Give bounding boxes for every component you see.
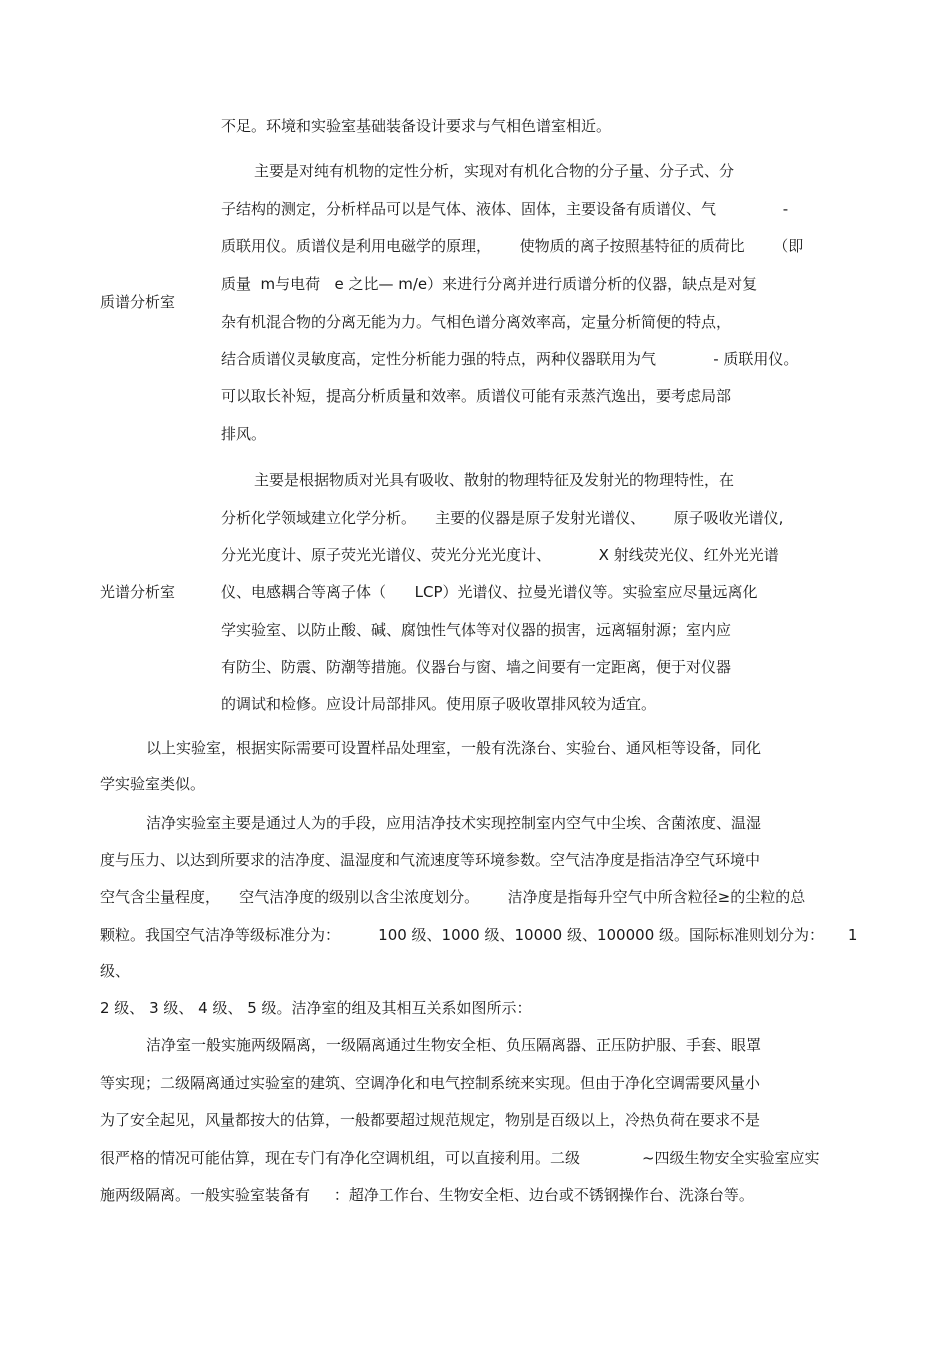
mass-spec-line-1: 主要是对纯有机物的定性分析，实现对有机化合物的分子量、分子式、分 (254, 162, 735, 180)
spectro-line-7: 的调试和检修。应设计局部排风。使用原子吸收罩排风较为适宜。 (221, 695, 657, 713)
mass-spec-line-4: 质量 m与电荷 e 之比— m/e）来进行分离并进行质谱分析的仪器，缺点是对复 (221, 275, 758, 293)
p1-line-2: 学实验室类似。 (100, 775, 206, 793)
p3-line-1: 洁净室一般实施两级隔离，一级隔离通过生物安全柜、负压隔离器、正压防护服、手套、眼罩 (146, 1036, 762, 1054)
p3-line-2: 等实现；二级隔离通过实验室的建筑、空调净化和电气控制系统来实现。但由于净化空调需要风量小 (100, 1074, 761, 1092)
mass-spec-line-7: 可以取长补短，提高分析质量和效率。质谱仪可能有汞蒸汽逸出，要考虑局部 (221, 387, 732, 405)
mass-spec-line-5: 杂有机混合物的分离无能为力。气相色谱分离效率高，定量分析简便的特点， (221, 313, 732, 331)
spectro-line-4: 仪、电感耦合等离子体（ LCP）光谱仪、拉曼光谱仪等。实验室应尽量远离化 (221, 583, 758, 601)
mass-spec-label: 质谱分析室 (100, 293, 176, 311)
mass-spec-line-8: 排风。 (221, 425, 267, 443)
p2-line-5: 级、 (100, 962, 131, 980)
mass-spec-line-6: 结合质谱仪灵敏度高，定性分析能力强的特点，两种仪器联用为气 - 质联用仪。 (221, 350, 799, 368)
spectro-line-5: 学实验室、以防止酸、碱、腐蚀性气体等对仪器的损害，远离辐射源；室内应 (221, 621, 732, 639)
spectro-line-6: 有防尘、防震、防潮等措施。仪器台与窗、墙之间要有一定距离，便于对仪器 (221, 658, 732, 676)
p2-line-2: 度与压力、以达到所要求的洁净度、温湿度和气流速度等环境参数。空气洁净度是指洁净空气环境中 (100, 851, 761, 869)
p3-line-4: 很严格的情况可能估算，现在专门有净化空调机组，可以直接利用。二级 ~四级生物安全实验室应实 (100, 1149, 820, 1167)
p2-line-4: 颗粒。我国空气洁净等级标准分为： 100 级、1000 级、10000 级、100000 级。国际标准则划分为： 1 (100, 926, 858, 944)
spectro-line-2: 分析化学领域建立化学分析。 主要的仪器是原子发射光谱仪、 原子吸收光谱仪, (221, 509, 784, 527)
mass-spec-line-2: 子结构的测定，分析样品可以是气体、液体、固体，主要设备有质谱仪、气 - (221, 200, 789, 218)
spectro-label: 光谱分析室 (100, 583, 176, 601)
spectro-line-3: 分光光度计、原子荧光光谱仪、荧光分光光度计、 X 射线荧光仪、红外光光谱 (221, 546, 779, 564)
spectro-line-1: 主要是根据物质对光具有吸收、散射的物理特征及发射光的物理特性，在 (254, 471, 735, 489)
p3-line-5: 施两级隔离。一般实验室装备有 ：超净工作台、生物安全柜、边台或不锈钢操作台、洗涤台等。 (100, 1186, 754, 1204)
mass-spec-line-3: 质联用仪。质谱仪是利用电磁学的原理， 使物质的离子按照基特征的质荷比 （即 (221, 237, 804, 255)
p1-line-1: 以上实验室，根据实际需要可设置样品处理室，一般有洗涤台、实验台、通风柜等设备，同化 (146, 739, 762, 757)
intro-line: 不足。环境和实验室基础装备设计要求与气相色谱室相近。 (221, 117, 612, 135)
p2-line-3: 空气含尘量程度， 空气洁净度的级别以含尘浓度划分。 洁净度是指每升空气中所含粒径≥的尘粒的总 (100, 888, 806, 906)
p2-line-1: 洁净实验室主要是通过人为的手段，应用洁净技术实现控制室内空气中尘埃、含菌浓度、温湿 (146, 814, 762, 832)
p2-line-6: 2 级、 3 级、 4 级、 5 级。洁净室的组及其相互关系如图所示： (100, 999, 532, 1017)
p3-line-3: 为了安全起见，风量都按大的估算，一般都要超过规范规定，物别是百级以上，冷热负荷在要求不是 (100, 1111, 761, 1129)
